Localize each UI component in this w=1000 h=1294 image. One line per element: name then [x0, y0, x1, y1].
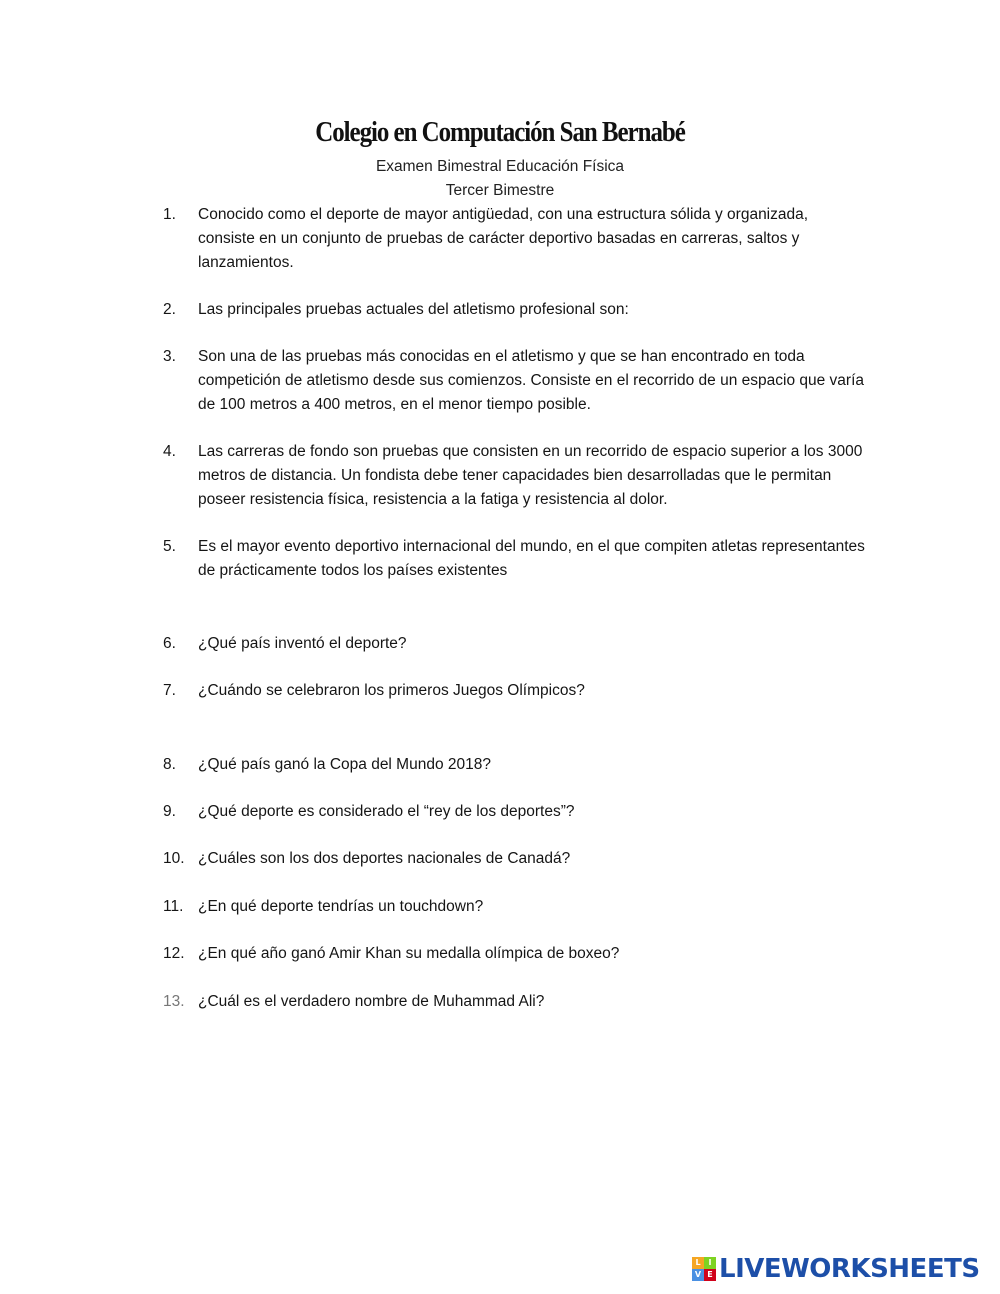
question-text: ¿Cuándo se celebraron los primeros Juegos Olímpicos?	[198, 682, 585, 699]
question-number: 9.	[163, 803, 176, 820]
cube-letter-e: E	[704, 1269, 716, 1281]
liveworksheets-logo[interactable]	[692, 1254, 980, 1284]
school-title: Colegio en Computación San Bernabé	[315, 116, 685, 148]
cube-letter-v: V	[692, 1269, 704, 1281]
question-text: ¿Qué país inventó el deporte?	[198, 635, 407, 652]
question-text: Es el mayor evento deportivo internacional del mundo, en el que compiten atletas representantes de prácticamente todos los países existentes	[198, 538, 865, 579]
question-text: ¿En qué deporte tendrías un touchdown?	[198, 898, 484, 915]
exam-title: Examen Bimestral Educación Física	[375, 158, 625, 175]
question-number: 10.	[163, 850, 185, 867]
question-number: 12.	[163, 945, 185, 962]
question-text: Son una de las pruebas más conocidas en el atletismo y que se han encontrado en toda competición de atletismo desde sus comienzos. Consiste en el recorrido de un espacio que varía de 100 metros a 400 metros, en el menor tiempo posible.	[198, 348, 865, 413]
cube-letter-i: I	[704, 1257, 716, 1269]
question-number: 4.	[163, 443, 176, 460]
question-number: 8.	[163, 756, 176, 773]
question-number: 3.	[163, 348, 176, 365]
liveworksheets-cube-icon	[692, 1257, 716, 1281]
question-text: Conocido como el deporte de mayor antigüedad, con una estructura sólida y organizada, consiste en un conjunto de pruebas de carácter deportivo basadas en carreras, saltos y lanzamientos.	[198, 206, 809, 271]
term-label: Tercer Bimestre	[445, 182, 555, 199]
question-number: 13.	[163, 993, 185, 1010]
question-text: ¿Cuál es el verdadero nombre de Muhammad Ali?	[198, 993, 545, 1010]
question-number: 6.	[163, 635, 176, 652]
question-text: ¿Qué deporte es considerado el “rey de los deportes”?	[198, 803, 575, 820]
question-number: 7.	[163, 682, 176, 699]
cube-letter-l: L	[692, 1257, 704, 1269]
question-number: 5.	[163, 538, 176, 555]
question-number: 2.	[163, 301, 176, 318]
question-text: Las principales pruebas actuales del atletismo profesional son:	[198, 301, 629, 318]
question-number: 1.	[163, 206, 176, 223]
question-text: ¿Cuáles son los dos deportes nacionales de Canadá?	[198, 850, 571, 867]
question-text: ¿Qué país ganó la Copa del Mundo 2018?	[198, 756, 491, 773]
liveworksheets-wordmark: LIVEWORKSHEETS	[719, 1254, 980, 1284]
question-text: Las carreras de fondo son pruebas que consisten en un recorrido de espacio superior a los 3000 metros de distancia. Un fondista debe tener capacidades bien desarrolladas que le permitan poseer resistencia física, resistencia a la fatiga y resistencia al dolor.	[198, 443, 863, 508]
question-number: 11.	[163, 898, 184, 915]
question-text: ¿En qué año ganó Amir Khan su medalla olímpica de boxeo?	[198, 945, 620, 962]
